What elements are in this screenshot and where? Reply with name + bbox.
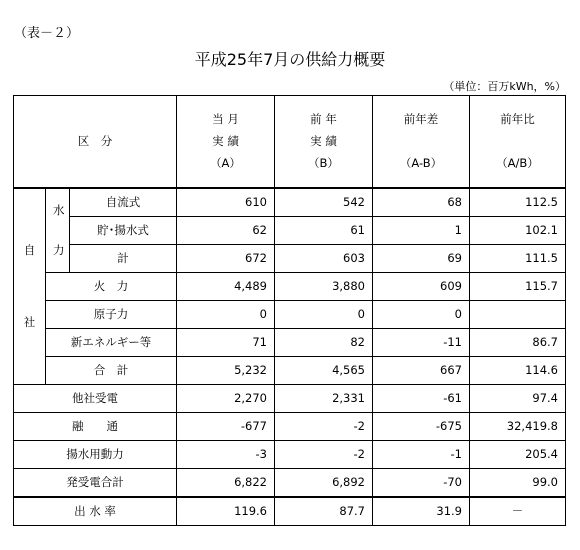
cell-current: 62 bbox=[177, 216, 275, 244]
table-row bbox=[14, 356, 566, 384]
cell-prev: 82 bbox=[275, 328, 373, 356]
cell-current: -677 bbox=[177, 412, 275, 440]
group-jisha-bottom: 社 bbox=[23, 315, 36, 329]
cell-diff: 609 bbox=[373, 272, 470, 300]
table-row bbox=[14, 440, 566, 468]
row-label: 自流式 bbox=[70, 188, 177, 217]
page-title: 平成25年7月の供給力概要 bbox=[194, 50, 386, 69]
cell-diff: 1 bbox=[373, 216, 470, 244]
col-header-prev-l1: 前 年 bbox=[310, 112, 337, 127]
col-header-prev-l3: （B） bbox=[308, 156, 339, 171]
cell-diff: -675 bbox=[373, 412, 470, 440]
cell-prev: -2 bbox=[275, 412, 373, 440]
cell-prev: 6,892 bbox=[275, 468, 373, 497]
cell-prev: 603 bbox=[275, 244, 373, 272]
cell-current: 5,232 bbox=[177, 356, 275, 384]
col-header-diff-l1: 前年差 bbox=[403, 112, 439, 127]
row-label: 合 計 bbox=[46, 356, 177, 384]
cell-ratio: 102.1 bbox=[470, 216, 566, 244]
cell-prev: 87.7 bbox=[275, 497, 373, 526]
cell-ratio: 86.7 bbox=[470, 328, 566, 356]
cell-current: 0 bbox=[177, 300, 275, 328]
table-row bbox=[14, 300, 566, 328]
group-suiryoku-bottom: 力 bbox=[53, 243, 65, 257]
cell-prev: 0 bbox=[275, 300, 373, 328]
supply-table bbox=[13, 95, 566, 526]
col-header-ratio-l2: （A/B） bbox=[496, 156, 539, 171]
row-label: 出 水 率 bbox=[14, 497, 177, 526]
col-header-current bbox=[177, 96, 275, 188]
table-row bbox=[14, 188, 566, 217]
row-label: 他社受電 bbox=[14, 384, 177, 412]
cell-current: 2,270 bbox=[177, 384, 275, 412]
table-row bbox=[14, 412, 566, 440]
cell-current: 610 bbox=[177, 188, 275, 217]
col-header-current-l2: 実 績 bbox=[212, 134, 239, 149]
table-number: （表－２） bbox=[14, 26, 80, 41]
cell-diff: 0 bbox=[373, 300, 470, 328]
group-jisha bbox=[14, 188, 46, 385]
cell-ratio: 114.6 bbox=[470, 356, 566, 384]
row-label: 融 通 bbox=[14, 412, 177, 440]
cell-prev: 2,331 bbox=[275, 384, 373, 412]
cell-diff: 667 bbox=[373, 356, 470, 384]
cell-ratio: 205.4 bbox=[470, 440, 566, 468]
cell-ratio: 32,419.8 bbox=[470, 412, 566, 440]
cell-ratio: 99.0 bbox=[470, 468, 566, 497]
row-label: 発受電合計 bbox=[14, 468, 177, 497]
table-row bbox=[14, 497, 566, 526]
cell-diff: 31.9 bbox=[373, 497, 470, 526]
cell-current: 4,489 bbox=[177, 272, 275, 300]
cell-diff: 68 bbox=[373, 188, 470, 217]
cell-diff: -1 bbox=[373, 440, 470, 468]
cell-prev: 61 bbox=[275, 216, 373, 244]
cell-prev: 542 bbox=[275, 188, 373, 217]
group-suiryoku-top: 水 bbox=[53, 203, 65, 217]
cell-ratio: 111.5 bbox=[470, 244, 566, 272]
table-header-row bbox=[14, 96, 566, 188]
col-header-diff bbox=[373, 96, 470, 188]
col-header-diff-l2: （A-B） bbox=[399, 156, 443, 171]
group-suiryoku bbox=[46, 188, 70, 273]
row-label: 原子力 bbox=[46, 300, 177, 328]
cell-current: 672 bbox=[177, 244, 275, 272]
cell-current: 71 bbox=[177, 328, 275, 356]
col-header-kubun: 区 分 bbox=[14, 96, 177, 188]
table-row bbox=[14, 384, 566, 412]
cell-current: 119.6 bbox=[177, 497, 275, 526]
cell-diff: -70 bbox=[373, 468, 470, 497]
row-label: 貯･揚水式 bbox=[70, 216, 177, 244]
table-row bbox=[14, 216, 566, 244]
col-header-current-l1: 当 月 bbox=[212, 112, 239, 127]
col-header-ratio-l1: 前年比 bbox=[500, 112, 535, 127]
table-row bbox=[14, 272, 566, 300]
col-header-current-l3: （A） bbox=[210, 156, 241, 171]
row-label: 火 力 bbox=[46, 272, 177, 300]
col-header-prev-l2: 実 績 bbox=[310, 134, 337, 149]
unit-note: （単位：百万kWh，%） bbox=[443, 80, 566, 93]
cell-diff: 69 bbox=[373, 244, 470, 272]
cell-current: -3 bbox=[177, 440, 275, 468]
table-row bbox=[14, 328, 566, 356]
cell-ratio bbox=[470, 300, 566, 328]
cell-prev: -2 bbox=[275, 440, 373, 468]
cell-diff: -61 bbox=[373, 384, 470, 412]
cell-ratio: － bbox=[470, 497, 566, 526]
group-jisha-top: 自 bbox=[23, 243, 36, 257]
row-label: 新エネルギー等 bbox=[46, 328, 177, 356]
cell-ratio: 97.4 bbox=[470, 384, 566, 412]
cell-current: 6,822 bbox=[177, 468, 275, 497]
cell-prev: 3,880 bbox=[275, 272, 373, 300]
col-header-ratio bbox=[470, 96, 566, 188]
cell-ratio: 112.5 bbox=[470, 188, 566, 217]
col-header-prev bbox=[275, 96, 373, 188]
row-label: 計 bbox=[70, 244, 177, 272]
cell-prev: 4,565 bbox=[275, 356, 373, 384]
cell-diff: -11 bbox=[373, 328, 470, 356]
table-row bbox=[14, 468, 566, 497]
cell-ratio: 115.7 bbox=[470, 272, 566, 300]
table-row bbox=[14, 244, 566, 272]
row-label: 揚水用動力 bbox=[14, 440, 177, 468]
